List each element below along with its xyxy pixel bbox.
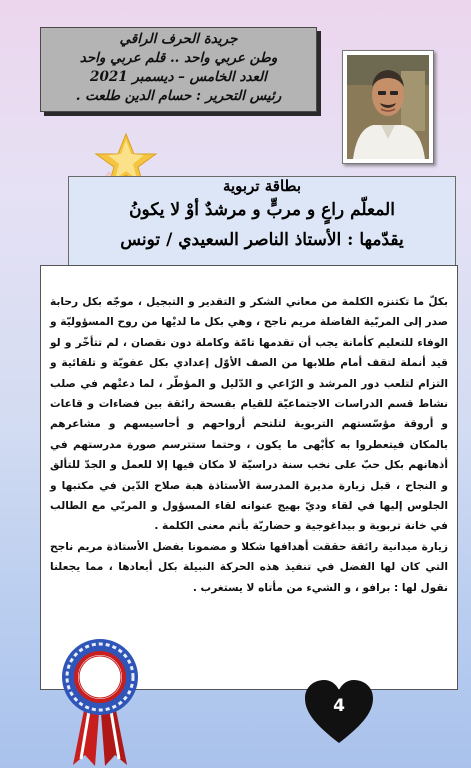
article-title-box (68, 176, 456, 273)
newspaper-name: جريدة الحرف الراقي (119, 31, 238, 47)
article-headline: المعلّم راعٍ و مربٍّ و مرشدٌ أوْ لا يكونُ (129, 200, 395, 220)
article-body (40, 265, 458, 690)
article-category: بطاقة تربوية (222, 177, 302, 195)
page-number: 4 (333, 696, 345, 716)
issue-date: العدد الخامس – ديسمبر 2021 (90, 69, 267, 85)
article-paragraph: بكلّ ما تكتنزه الكلمة من معاني الشكر و التقدير و التبجيل ، موجّه بكل رحابة صدر إلى المربّية الفاضلة مريم ناجح ، وهي بكل ما لديْها من روح المسؤوليّة و الوفاء للتعليم كأمانة يجب أن تقدمها تامّة وكاملة دون نقصان ، لم تتأخّر و لو قيد أنملة لتقف أمام طلابها من الصف الأوّل إعدادي بكل عفويّة و تلقائية و التزام لتلعب دور المرشد و الرّاعي و الدّليل و المؤطّر ، لما دعتْهم في صلب نشاط قسم الدراسات الاجتماعيّة للقيام بفسحة رائقة بين فضاءات و قاعات و أروقة مؤسّستهم التربوية لتلتحم أرواحهم و أحاسيسهم و مشاعرهم بالمكان فيتعطروا به كأبْهى ما يكون ، وحتما ستترسم صورة مدرستهم في أذهانهم بكل حبّ على نخب سنة دراسيّة لا مكان فيها إلا للعمل و الجدّ للتألق و النجاح ، قبل زيارة مديرة المدرسة الأستاذة هبة صلاح الدّين في مكتبها و الجلوس إليها في لقاء وديّ بهيج عنوانه لقاء المسؤول و المربّي مع الطالب في خانة تربوية و بيداغوجية و حضاريّة بأتم معنى الكلمة . (50, 296, 448, 533)
award-rosette-icon (55, 635, 145, 768)
newspaper-slogan: وطن عربي واحد .. قلم عربي واحد (79, 50, 278, 66)
author-portrait (343, 51, 433, 163)
article-paragraph: زيارة ميدانية رائقة حققت أهدافها شكلا و مضمونا بفضل الأستاذة مريم ناجح التي كان لها الفضل في تنفيذ هذه الحركة النبيلة بكل أبعادها ، مما يجعلنا نقول لها : برافو ، و الشيء من مأتاه لا يستغرب . (50, 540, 448, 594)
newspaper-header (40, 27, 317, 112)
editor-in-chief: رئيس التحرير : حسام الدين طلعت . (75, 88, 282, 104)
author-photo (342, 50, 434, 164)
article-byline: يقدّمها : الأستاذ الناصر السعيدي / تونس (120, 230, 404, 250)
